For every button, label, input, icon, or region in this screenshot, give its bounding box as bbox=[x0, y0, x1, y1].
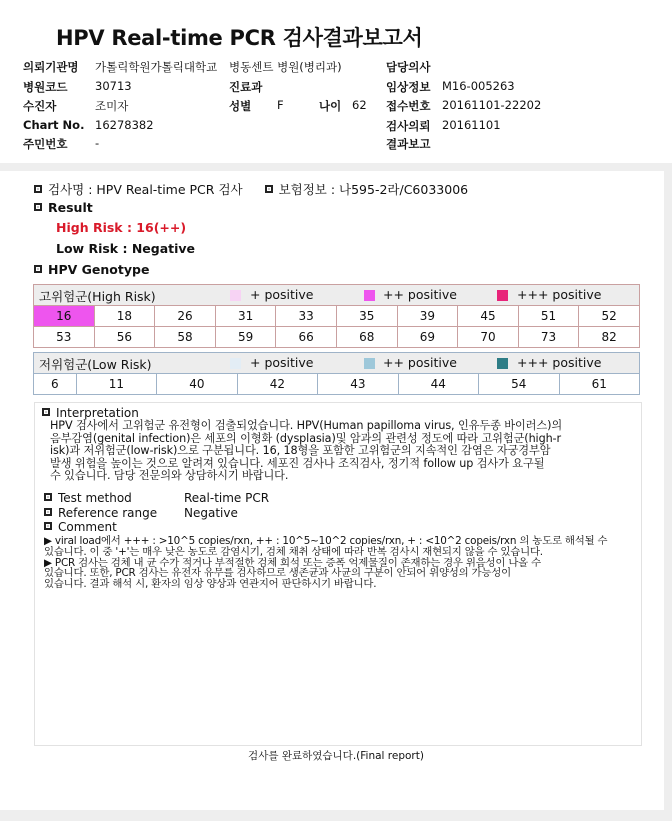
age-value: 62 bbox=[352, 98, 367, 112]
collector-value: 조미자 bbox=[95, 99, 129, 113]
hospital-code-label: 병원코드 bbox=[23, 80, 68, 94]
receipt-value: 20161101-22202 bbox=[442, 98, 542, 112]
dept-label: 진료과 bbox=[229, 80, 263, 94]
institution-label: 의뢰기관명 bbox=[23, 60, 79, 74]
clinical-value: M16-005263 bbox=[442, 79, 515, 93]
header-row-2 bbox=[0, 79, 672, 98]
genotype-cell: 33 bbox=[276, 306, 337, 327]
test-method-row bbox=[44, 491, 270, 505]
bullet-square-icon bbox=[44, 522, 52, 530]
clinical-label: 임상정보 bbox=[386, 80, 431, 94]
low-risk-table bbox=[33, 352, 640, 395]
high-risk-result: High Risk : 16(++) bbox=[56, 220, 187, 235]
genotype-section-title: HPV Genotype bbox=[34, 262, 149, 277]
genotype-cell: 70 bbox=[458, 327, 519, 348]
low-risk-header: 저위험군(Low Risk) bbox=[39, 357, 152, 372]
comment-title: Comment bbox=[44, 520, 117, 534]
request-value: 20161101 bbox=[442, 118, 501, 132]
legend-plusplusplus-swatch bbox=[497, 358, 508, 369]
collector-label: 수진자 bbox=[23, 99, 57, 113]
genotype-cell: 44 bbox=[398, 374, 478, 395]
genotype-cell: 39 bbox=[397, 306, 458, 327]
resident-value: - bbox=[95, 136, 100, 150]
header-row-1 bbox=[0, 59, 672, 78]
right-gutter bbox=[664, 163, 672, 821]
genotype-cell: 51 bbox=[518, 306, 579, 327]
genotype-cell: 58 bbox=[155, 327, 216, 348]
genotype-cell: 56 bbox=[94, 327, 155, 348]
sex-value: F bbox=[277, 98, 284, 112]
test-name: 검사명 : HPV Real-time PCR 검사 bbox=[48, 182, 243, 197]
legend-plusplus-swatch bbox=[364, 290, 375, 301]
genotype-cell: 53 bbox=[34, 327, 95, 348]
genotype-cell: 82 bbox=[579, 327, 640, 348]
request-label: 검사의뢰 bbox=[386, 119, 431, 133]
legend-plusplus-label: ++ positive bbox=[383, 287, 457, 302]
genotype-cell: 61 bbox=[559, 374, 639, 395]
high-risk-header: 고위험군(High Risk) bbox=[39, 289, 156, 304]
sex-label: 성별 bbox=[229, 99, 252, 113]
legend-plusplus-label: ++ positive bbox=[383, 355, 457, 370]
comment-text: ▶ viral load에서 +++ : >10^5 copies/rxn, ++ : 10^5~10^2 copies/rxn, + : <10^2 copeis/rxn 의 농도로 해석될 수 있습니다. 이 중 '+'는 매우 낮은 농도로 감염시기, 검체 채취 상태에 따라 반복 검사시 재현되지 않을 수 있습니다. ▶ PCR 검사는 검체 내 균 수가 적거나 부적절한 검체 희석 또는 증폭 억제물질이 존재하는 경우 위음성이 나올 수 있습니다. 또한, PCR 검사는 유전자 유무를 검사하므로 생존균과 사균의 구분이 안되어 위양성의 가능성이 있습니다. 결과 해석 시, 환자의 임상 양상과 연관지어 판단하시기 바랍니다. bbox=[44, 535, 608, 591]
bullet-square-icon bbox=[44, 493, 52, 501]
bottom-gutter bbox=[0, 810, 672, 821]
insurance-info: 보험정보 : 나595-2라/C6033006 bbox=[278, 182, 469, 197]
genotype-cell: 40 bbox=[157, 374, 237, 395]
high-risk-row-2 bbox=[34, 327, 640, 348]
legend-plus-label: + positive bbox=[250, 355, 314, 370]
legend-plusplusplus-label: +++ positive bbox=[517, 287, 602, 302]
bullet-square-icon bbox=[265, 185, 273, 193]
high-risk-row-1 bbox=[34, 306, 640, 327]
header-row-4 bbox=[0, 118, 672, 137]
resident-label: 주민번호 bbox=[23, 137, 68, 151]
chart-label: Chart No. bbox=[23, 118, 85, 132]
bullet-square-icon bbox=[44, 508, 52, 516]
interpretation-text: HPV 검사에서 고위험군 유전형이 검출되었습니다. HPV(Human papilloma virus, 인유두종 바이러스)의 음부감염(genital infection)은 세포의 이형화 (dysplasia)및 암과의 관련성 정도에 따라 고위험군(high-r isk)과 저위험군(low-risk)으로 구분됩니다. 16, 18형을 포함한 고위험군의 지속적인 감염은 자궁경부암 발생 위험을 높이는 것으로 알려져 있습니다. 세포진 검사나 조직검사, 정기적 follow up 검사가 요구될 수 있습니다. 담당 전문의와 상담하시기 바랍니다. bbox=[50, 419, 563, 482]
genotype-cell: 11 bbox=[76, 374, 156, 395]
hospital-code-value: 30713 bbox=[95, 79, 132, 93]
test-method-value: Real-time PCR bbox=[184, 491, 270, 505]
legend-plusplusplus-swatch bbox=[497, 290, 508, 301]
bullet-square-icon bbox=[42, 408, 50, 416]
age-label: 나이 bbox=[319, 99, 342, 113]
genotype-cell: 26 bbox=[155, 306, 216, 327]
legend-plusplusplus-label: +++ positive bbox=[517, 355, 602, 370]
chart-value: 16278382 bbox=[95, 118, 154, 132]
reference-range-value: Negative bbox=[184, 506, 238, 520]
doctor-label: 담당의사 bbox=[386, 60, 431, 74]
genotype-cell: 45 bbox=[458, 306, 519, 327]
report-label: 결과보고 bbox=[386, 137, 431, 151]
genotype-cell: 66 bbox=[276, 327, 337, 348]
bullet-square-icon bbox=[34, 265, 42, 273]
interpretation-title: Interpretation bbox=[42, 406, 139, 420]
institution-value: 가톨릭학원가톨릭대학교 bbox=[95, 60, 218, 74]
institution-value-2: 병동센트 병원(병리과) bbox=[229, 60, 342, 74]
legend-plusplus-swatch bbox=[364, 358, 375, 369]
header-row-5 bbox=[0, 136, 672, 155]
genotype-cell: 52 bbox=[579, 306, 640, 327]
test-info-line bbox=[34, 180, 468, 198]
genotype-cell: 54 bbox=[479, 374, 559, 395]
result-section-title: Result bbox=[34, 200, 93, 215]
divider-strip bbox=[0, 163, 672, 171]
low-risk-header-row bbox=[34, 353, 640, 374]
receipt-label: 접수번호 bbox=[386, 99, 431, 113]
genotype-cell: 6 bbox=[34, 374, 77, 395]
genotype-cell: 43 bbox=[318, 374, 398, 395]
low-risk-result: Low Risk : Negative bbox=[56, 241, 196, 256]
genotype-cell: 42 bbox=[237, 374, 317, 395]
genotype-cell-positive: 16 bbox=[34, 306, 95, 327]
genotype-cell: 73 bbox=[518, 327, 579, 348]
low-risk-row bbox=[34, 374, 640, 395]
legend-plus-swatch bbox=[230, 358, 241, 369]
genotype-cell: 68 bbox=[336, 327, 397, 348]
final-report-note: 검사를 완료하였습니다.(Final report) bbox=[248, 750, 424, 762]
genotype-cell: 59 bbox=[215, 327, 276, 348]
test-method-label: Test method bbox=[58, 491, 132, 505]
genotype-cell: 31 bbox=[215, 306, 276, 327]
high-risk-header-row bbox=[34, 285, 640, 306]
genotype-cell: 35 bbox=[336, 306, 397, 327]
reference-range-label: Reference range bbox=[58, 506, 158, 520]
legend-plus-swatch bbox=[230, 290, 241, 301]
bullet-square-icon bbox=[34, 203, 42, 211]
report-title: HPV Real-time PCR 검사결과보고서 bbox=[56, 26, 423, 50]
high-risk-table bbox=[33, 284, 640, 348]
bullet-square-icon bbox=[34, 185, 42, 193]
genotype-cell: 69 bbox=[397, 327, 458, 348]
legend-plus-label: + positive bbox=[250, 287, 314, 302]
header-row-3 bbox=[0, 98, 672, 117]
genotype-cell: 18 bbox=[94, 306, 155, 327]
reference-range-row bbox=[44, 506, 238, 520]
